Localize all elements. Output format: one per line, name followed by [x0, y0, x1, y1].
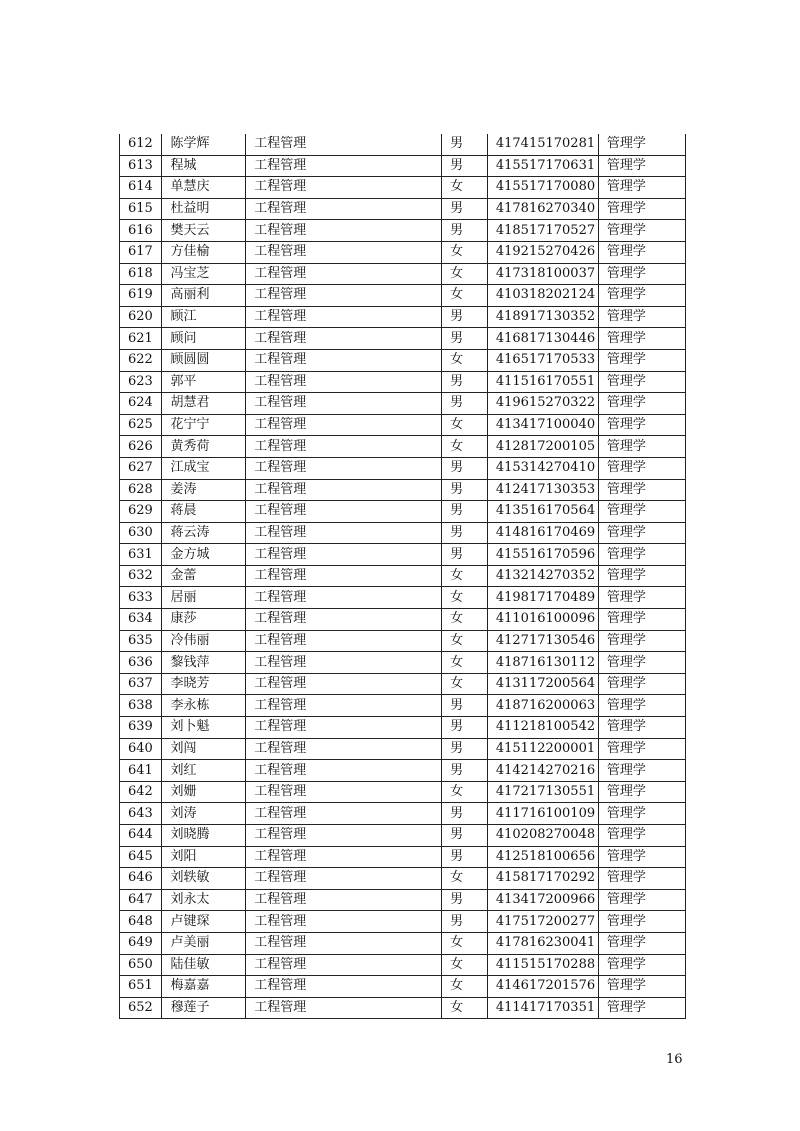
student-id-cell: 415112200001 [487, 738, 598, 760]
student-id-cell: 413417100040 [487, 414, 598, 436]
row-number-cell: 615 [120, 198, 162, 220]
table-row [120, 803, 686, 825]
gender-cell: 女 [442, 630, 488, 652]
gender-cell: 男 [442, 522, 488, 544]
major-cell: 工程管理 [246, 479, 442, 501]
discipline-cell: 管理学 [598, 263, 685, 285]
row-number-cell: 612 [120, 134, 162, 155]
discipline-cell: 管理学 [598, 544, 685, 566]
name-cell: 刘阳 [162, 846, 246, 868]
discipline-cell: 管理学 [598, 954, 685, 976]
student-id-cell: 417816270340 [487, 198, 598, 220]
row-number-cell: 628 [120, 479, 162, 501]
gender-cell: 女 [442, 263, 488, 285]
discipline-cell: 管理学 [598, 414, 685, 436]
major-cell: 工程管理 [246, 371, 442, 393]
major-cell: 工程管理 [246, 803, 442, 825]
discipline-cell: 管理学 [598, 155, 685, 177]
row-number-cell: 623 [120, 371, 162, 393]
major-cell: 工程管理 [246, 717, 442, 739]
student-id-cell: 410208270048 [487, 825, 598, 847]
name-cell: 高丽利 [162, 285, 246, 307]
page-number: 16 [666, 1052, 683, 1067]
name-cell: 金蕾 [162, 565, 246, 587]
major-cell: 工程管理 [246, 587, 442, 609]
major-cell: 工程管理 [246, 695, 442, 717]
student-id-cell: 415516170596 [487, 544, 598, 566]
name-cell: 顾江 [162, 306, 246, 328]
student-id-cell: 417517200277 [487, 911, 598, 933]
name-cell: 刘红 [162, 760, 246, 782]
major-cell: 工程管理 [246, 846, 442, 868]
table-row [120, 328, 686, 350]
name-cell: 陆佳敏 [162, 954, 246, 976]
table-body [120, 134, 686, 1019]
name-cell: 江成宝 [162, 457, 246, 479]
row-number-cell: 627 [120, 457, 162, 479]
table-row [120, 393, 686, 415]
major-cell: 工程管理 [246, 652, 442, 674]
major-cell: 工程管理 [246, 393, 442, 415]
student-id-cell: 416517170533 [487, 349, 598, 371]
major-cell: 工程管理 [246, 501, 442, 523]
discipline-cell: 管理学 [598, 177, 685, 199]
discipline-cell: 管理学 [598, 457, 685, 479]
row-number-cell: 633 [120, 587, 162, 609]
major-cell: 工程管理 [246, 177, 442, 199]
student-id-cell: 411716100109 [487, 803, 598, 825]
table-row [120, 155, 686, 177]
discipline-cell: 管理学 [598, 997, 685, 1019]
student-id-cell: 419615270322 [487, 393, 598, 415]
major-cell: 工程管理 [246, 738, 442, 760]
name-cell: 蒋晨 [162, 501, 246, 523]
table-row [120, 522, 686, 544]
major-cell: 工程管理 [246, 954, 442, 976]
table-row [120, 673, 686, 695]
student-id-cell: 416817130446 [487, 328, 598, 350]
table-row [120, 889, 686, 911]
table-row [120, 997, 686, 1019]
student-id-cell: 419817170489 [487, 587, 598, 609]
name-cell: 冷伟丽 [162, 630, 246, 652]
name-cell: 顾问 [162, 328, 246, 350]
discipline-cell: 管理学 [598, 695, 685, 717]
row-number-cell: 613 [120, 155, 162, 177]
gender-cell: 女 [442, 349, 488, 371]
name-cell: 顾圆圆 [162, 349, 246, 371]
table-row [120, 436, 686, 458]
discipline-cell: 管理学 [598, 673, 685, 695]
table-row [120, 263, 686, 285]
table-row [120, 760, 686, 782]
gender-cell: 女 [442, 976, 488, 998]
row-number-cell: 616 [120, 220, 162, 242]
student-id-cell: 417318100037 [487, 263, 598, 285]
discipline-cell: 管理学 [598, 976, 685, 998]
gender-cell: 男 [442, 911, 488, 933]
name-cell: 刘永太 [162, 889, 246, 911]
major-cell: 工程管理 [246, 673, 442, 695]
major-cell: 工程管理 [246, 609, 442, 631]
major-cell: 工程管理 [246, 220, 442, 242]
discipline-cell: 管理学 [598, 781, 685, 803]
table-row [120, 738, 686, 760]
row-number-cell: 635 [120, 630, 162, 652]
student-id-cell: 418716200063 [487, 695, 598, 717]
student-id-cell: 419215270426 [487, 241, 598, 263]
student-id-cell: 414214270216 [487, 760, 598, 782]
gender-cell: 男 [442, 198, 488, 220]
gender-cell: 男 [442, 803, 488, 825]
student-id-cell: 418716130112 [487, 652, 598, 674]
discipline-cell: 管理学 [598, 932, 685, 954]
discipline-cell: 管理学 [598, 717, 685, 739]
row-number-cell: 614 [120, 177, 162, 199]
student-id-cell: 415517170080 [487, 177, 598, 199]
table-row [120, 479, 686, 501]
major-cell: 工程管理 [246, 414, 442, 436]
name-cell: 胡慧君 [162, 393, 246, 415]
discipline-cell: 管理学 [598, 889, 685, 911]
table-row [120, 781, 686, 803]
row-number-cell: 647 [120, 889, 162, 911]
row-number-cell: 626 [120, 436, 162, 458]
discipline-cell: 管理学 [598, 738, 685, 760]
student-id-cell: 410318202124 [487, 285, 598, 307]
table-row [120, 652, 686, 674]
row-number-cell: 646 [120, 868, 162, 890]
table-row [120, 198, 686, 220]
student-id-cell: 411516170551 [487, 371, 598, 393]
gender-cell: 女 [442, 652, 488, 674]
name-cell: 李永栋 [162, 695, 246, 717]
row-number-cell: 624 [120, 393, 162, 415]
gender-cell: 女 [442, 414, 488, 436]
discipline-cell: 管理学 [598, 479, 685, 501]
name-cell: 杜益明 [162, 198, 246, 220]
table-row [120, 825, 686, 847]
student-id-cell: 418917130352 [487, 306, 598, 328]
major-cell: 工程管理 [246, 285, 442, 307]
major-cell: 工程管理 [246, 825, 442, 847]
gender-cell: 男 [442, 695, 488, 717]
table-row [120, 457, 686, 479]
gender-cell: 男 [442, 371, 488, 393]
discipline-cell: 管理学 [598, 328, 685, 350]
name-cell: 卢键琛 [162, 911, 246, 933]
name-cell: 黄秀荷 [162, 436, 246, 458]
table-row [120, 565, 686, 587]
name-cell: 穆莲子 [162, 997, 246, 1019]
major-cell: 工程管理 [246, 630, 442, 652]
gender-cell: 女 [442, 997, 488, 1019]
table-row [120, 846, 686, 868]
table-row [120, 609, 686, 631]
gender-cell: 男 [442, 889, 488, 911]
table-row [120, 349, 686, 371]
name-cell: 李晓芳 [162, 673, 246, 695]
major-cell: 工程管理 [246, 889, 442, 911]
name-cell: 花宁宁 [162, 414, 246, 436]
row-number-cell: 642 [120, 781, 162, 803]
student-id-cell: 417816230041 [487, 932, 598, 954]
student-id-cell: 412817200105 [487, 436, 598, 458]
gender-cell: 男 [442, 717, 488, 739]
table-row [120, 932, 686, 954]
gender-cell: 男 [442, 457, 488, 479]
student-id-cell: 415517170631 [487, 155, 598, 177]
name-cell: 刘晓腾 [162, 825, 246, 847]
major-cell: 工程管理 [246, 781, 442, 803]
row-number-cell: 619 [120, 285, 162, 307]
row-number-cell: 648 [120, 911, 162, 933]
gender-cell: 男 [442, 134, 488, 155]
student-id-cell: 418517170527 [487, 220, 598, 242]
major-cell: 工程管理 [246, 349, 442, 371]
gender-cell: 女 [442, 673, 488, 695]
student-id-cell: 413516170564 [487, 501, 598, 523]
major-cell: 工程管理 [246, 155, 442, 177]
table-row [120, 868, 686, 890]
major-cell: 工程管理 [246, 760, 442, 782]
name-cell: 卢美丽 [162, 932, 246, 954]
gender-cell: 男 [442, 544, 488, 566]
discipline-cell: 管理学 [598, 868, 685, 890]
row-number-cell: 640 [120, 738, 162, 760]
row-number-cell: 629 [120, 501, 162, 523]
name-cell: 蒋云涛 [162, 522, 246, 544]
discipline-cell: 管理学 [598, 825, 685, 847]
row-number-cell: 631 [120, 544, 162, 566]
student-id-cell: 415817170292 [487, 868, 598, 890]
discipline-cell: 管理学 [598, 501, 685, 523]
discipline-cell: 管理学 [598, 652, 685, 674]
student-id-cell: 415314270410 [487, 457, 598, 479]
row-number-cell: 641 [120, 760, 162, 782]
name-cell: 陈学辉 [162, 134, 246, 155]
major-cell: 工程管理 [246, 241, 442, 263]
name-cell: 郭平 [162, 371, 246, 393]
discipline-cell: 管理学 [598, 220, 685, 242]
gender-cell: 女 [442, 868, 488, 890]
gender-cell: 女 [442, 285, 488, 307]
gender-cell: 男 [442, 479, 488, 501]
student-id-cell: 412717130546 [487, 630, 598, 652]
student-id-cell: 417415170281 [487, 134, 598, 155]
name-cell: 樊天云 [162, 220, 246, 242]
gender-cell: 女 [442, 565, 488, 587]
row-number-cell: 643 [120, 803, 162, 825]
gender-cell: 男 [442, 155, 488, 177]
gender-cell: 女 [442, 241, 488, 263]
name-cell: 金方城 [162, 544, 246, 566]
table-row [120, 371, 686, 393]
row-number-cell: 644 [120, 825, 162, 847]
table-row [120, 306, 686, 328]
row-number-cell: 621 [120, 328, 162, 350]
table-row [120, 717, 686, 739]
major-cell: 工程管理 [246, 263, 442, 285]
gender-cell: 女 [442, 932, 488, 954]
table-row [120, 587, 686, 609]
discipline-cell: 管理学 [598, 846, 685, 868]
major-cell: 工程管理 [246, 997, 442, 1019]
table-row [120, 220, 686, 242]
row-number-cell: 649 [120, 932, 162, 954]
major-cell: 工程管理 [246, 134, 442, 155]
row-number-cell: 638 [120, 695, 162, 717]
discipline-cell: 管理学 [598, 134, 685, 155]
name-cell: 梅嘉嘉 [162, 976, 246, 998]
table-row [120, 976, 686, 998]
row-number-cell: 634 [120, 609, 162, 631]
student-id-cell: 411218100542 [487, 717, 598, 739]
gender-cell: 女 [442, 436, 488, 458]
table-row [120, 285, 686, 307]
name-cell: 刘涛 [162, 803, 246, 825]
name-cell: 刘闯 [162, 738, 246, 760]
discipline-cell: 管理学 [598, 349, 685, 371]
student-list-table [119, 134, 686, 1019]
major-cell: 工程管理 [246, 522, 442, 544]
discipline-cell: 管理学 [598, 630, 685, 652]
major-cell: 工程管理 [246, 932, 442, 954]
major-cell: 工程管理 [246, 328, 442, 350]
row-number-cell: 636 [120, 652, 162, 674]
student-id-cell: 413417200966 [487, 889, 598, 911]
name-cell: 方佳榆 [162, 241, 246, 263]
name-cell: 冯宝芝 [162, 263, 246, 285]
table-row [120, 630, 686, 652]
row-number-cell: 617 [120, 241, 162, 263]
table-row [120, 695, 686, 717]
row-number-cell: 622 [120, 349, 162, 371]
gender-cell: 男 [442, 328, 488, 350]
student-id-cell: 414617201576 [487, 976, 598, 998]
discipline-cell: 管理学 [598, 436, 685, 458]
student-id-cell: 411016100096 [487, 609, 598, 631]
gender-cell: 男 [442, 393, 488, 415]
name-cell: 单慧庆 [162, 177, 246, 199]
major-cell: 工程管理 [246, 306, 442, 328]
student-id-cell: 413117200564 [487, 673, 598, 695]
row-number-cell: 632 [120, 565, 162, 587]
discipline-cell: 管理学 [598, 587, 685, 609]
name-cell: 康莎 [162, 609, 246, 631]
major-cell: 工程管理 [246, 457, 442, 479]
table-row [120, 134, 686, 155]
table-row [120, 414, 686, 436]
student-id-cell: 413214270352 [487, 565, 598, 587]
table-row [120, 177, 686, 199]
name-cell: 刘卜魁 [162, 717, 246, 739]
name-cell: 居丽 [162, 587, 246, 609]
major-cell: 工程管理 [246, 911, 442, 933]
gender-cell: 男 [442, 738, 488, 760]
major-cell: 工程管理 [246, 565, 442, 587]
row-number-cell: 620 [120, 306, 162, 328]
student-id-cell: 414816170469 [487, 522, 598, 544]
discipline-cell: 管理学 [598, 803, 685, 825]
discipline-cell: 管理学 [598, 285, 685, 307]
gender-cell: 男 [442, 501, 488, 523]
name-cell: 刘姗 [162, 781, 246, 803]
gender-cell: 男 [442, 220, 488, 242]
major-cell: 工程管理 [246, 436, 442, 458]
row-number-cell: 630 [120, 522, 162, 544]
row-number-cell: 637 [120, 673, 162, 695]
student-id-cell: 412417130353 [487, 479, 598, 501]
gender-cell: 男 [442, 760, 488, 782]
gender-cell: 女 [442, 177, 488, 199]
discipline-cell: 管理学 [598, 306, 685, 328]
student-id-cell: 411417170351 [487, 997, 598, 1019]
discipline-cell: 管理学 [598, 522, 685, 544]
name-cell: 程城 [162, 155, 246, 177]
table-row [120, 501, 686, 523]
discipline-cell: 管理学 [598, 911, 685, 933]
discipline-cell: 管理学 [598, 241, 685, 263]
gender-cell: 男 [442, 306, 488, 328]
row-number-cell: 618 [120, 263, 162, 285]
student-id-cell: 411515170288 [487, 954, 598, 976]
discipline-cell: 管理学 [598, 393, 685, 415]
gender-cell: 女 [442, 781, 488, 803]
gender-cell: 女 [442, 954, 488, 976]
discipline-cell: 管理学 [598, 760, 685, 782]
row-number-cell: 639 [120, 717, 162, 739]
table-row [120, 544, 686, 566]
major-cell: 工程管理 [246, 868, 442, 890]
major-cell: 工程管理 [246, 544, 442, 566]
gender-cell: 男 [442, 846, 488, 868]
row-number-cell: 652 [120, 997, 162, 1019]
row-number-cell: 625 [120, 414, 162, 436]
major-cell: 工程管理 [246, 198, 442, 220]
name-cell: 黎钱萍 [162, 652, 246, 674]
table-row [120, 954, 686, 976]
row-number-cell: 645 [120, 846, 162, 868]
discipline-cell: 管理学 [598, 565, 685, 587]
student-id-cell: 417217130551 [487, 781, 598, 803]
table-row [120, 241, 686, 263]
discipline-cell: 管理学 [598, 371, 685, 393]
row-number-cell: 650 [120, 954, 162, 976]
name-cell: 姜涛 [162, 479, 246, 501]
gender-cell: 男 [442, 825, 488, 847]
major-cell: 工程管理 [246, 976, 442, 998]
discipline-cell: 管理学 [598, 198, 685, 220]
gender-cell: 女 [442, 587, 488, 609]
table-row [120, 911, 686, 933]
name-cell: 刘轶敏 [162, 868, 246, 890]
discipline-cell: 管理学 [598, 609, 685, 631]
student-id-cell: 412518100656 [487, 846, 598, 868]
gender-cell: 女 [442, 609, 488, 631]
row-number-cell: 651 [120, 976, 162, 998]
